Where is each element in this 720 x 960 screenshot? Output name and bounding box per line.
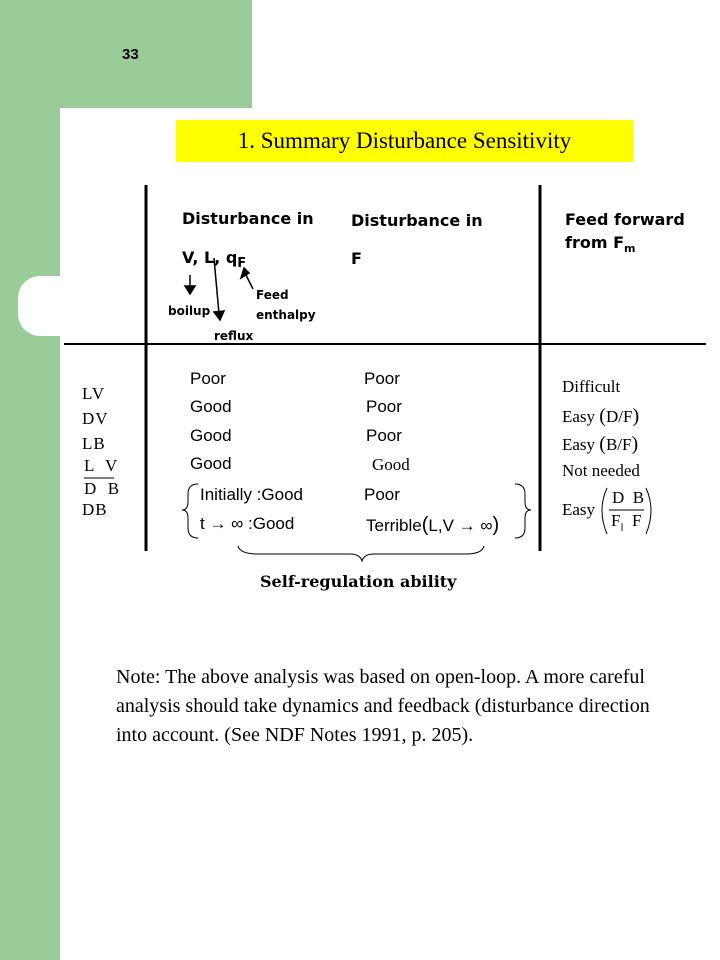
slide-title: 1. Summary Disturbance Sensitivity bbox=[176, 120, 633, 162]
row-label-ratio-num: L V bbox=[84, 456, 119, 475]
boilup-arrow bbox=[185, 275, 195, 294]
self-regulation-caption: Self-regulation ability bbox=[260, 572, 457, 591]
feed-label: Feed bbox=[256, 288, 289, 302]
f-dv-value: Poor bbox=[366, 397, 402, 416]
row-label-db: DB bbox=[82, 500, 108, 519]
f-db-limit bbox=[366, 514, 499, 537]
header-from-fm bbox=[565, 233, 635, 255]
vlq-db-initially: Initially :Good bbox=[200, 485, 303, 504]
arrow-infinity-symbol-2: → ∞ bbox=[453, 516, 493, 535]
ff-dv-close: ) bbox=[632, 405, 640, 427]
f-db-limit-word: Terrible bbox=[366, 516, 422, 535]
ff-lb-arg: B/F bbox=[605, 435, 632, 454]
f-db-value: Poor bbox=[364, 485, 400, 504]
page-number: 33 bbox=[122, 46, 139, 63]
row-label-dv: DV bbox=[82, 409, 109, 428]
ff-lb-close: ) bbox=[631, 433, 639, 455]
vlq-db-limit bbox=[200, 514, 294, 534]
vlq-db-limit-var: t bbox=[200, 514, 205, 533]
ff-lb-open: ( bbox=[599, 433, 606, 455]
boilup-label: boilup bbox=[168, 304, 211, 318]
ff-dv-arg: D/F bbox=[605, 407, 633, 426]
reflux-label: reflux bbox=[214, 329, 254, 343]
ff-dv-value bbox=[562, 405, 639, 428]
close-paren: ) bbox=[492, 514, 500, 536]
row-label-lv: LV bbox=[82, 384, 106, 403]
row-label-lb: LB bbox=[82, 434, 106, 453]
ff-db-den-sub: l bbox=[620, 521, 624, 534]
header-feed-forward: Feed forward bbox=[565, 210, 685, 229]
f-lb-value: Poor bbox=[366, 426, 402, 445]
note-paragraph: Note: The above analysis was based on open-loop. A more careful analysis should take dynamics and feedback (disturbance direction into account. (See NDF Notes 1991, p. 205). bbox=[116, 666, 650, 746]
ff-lv-value: Difficult bbox=[562, 377, 621, 396]
header-vlq-subscript: F bbox=[237, 256, 247, 272]
f-db-limit-args: L,V bbox=[428, 516, 454, 535]
vlq-db-limit-result: :Good bbox=[248, 514, 295, 533]
header-vlq-text: V, L, q bbox=[182, 248, 238, 267]
header-vlq-symbols bbox=[182, 248, 246, 271]
vlq-dv-value: Good bbox=[190, 397, 232, 416]
ff-db-den-f1: F bbox=[611, 511, 621, 530]
vlq-lb-value: Good bbox=[190, 426, 232, 445]
ff-db-easy: Easy bbox=[562, 500, 596, 519]
f-ratio-value: Good bbox=[372, 455, 410, 474]
ff-dv-open: ( bbox=[599, 405, 606, 427]
ff-db-denominator bbox=[611, 511, 642, 533]
ff-dv-easy: Easy bbox=[562, 407, 596, 426]
vlq-lv-value: Poor bbox=[190, 369, 226, 388]
header-f-symbol: F bbox=[351, 249, 362, 268]
ff-db-numerator: D B bbox=[612, 488, 645, 507]
ff-lb-easy: Easy bbox=[562, 435, 596, 454]
f-lv-value: Poor bbox=[364, 369, 400, 388]
vlq-ratio-value: Good bbox=[190, 454, 232, 473]
ff-ratio-value: Not needed bbox=[562, 461, 640, 480]
row-label-ratio-den: D B bbox=[84, 479, 121, 498]
enthalpy-label: enthalpy bbox=[256, 308, 316, 322]
header-disturbance-vlq: Disturbance in bbox=[182, 209, 314, 228]
header-fm-subscript: m bbox=[624, 242, 636, 256]
open-paren: ( bbox=[421, 514, 429, 536]
ff-lb-value bbox=[562, 433, 638, 456]
header-from-fm-text: from F bbox=[565, 233, 625, 252]
header-disturbance-f: Disturbance in bbox=[351, 211, 483, 230]
arrow-infinity-symbol: → ∞ bbox=[204, 514, 249, 533]
ff-db-den-f2: F bbox=[632, 511, 642, 530]
